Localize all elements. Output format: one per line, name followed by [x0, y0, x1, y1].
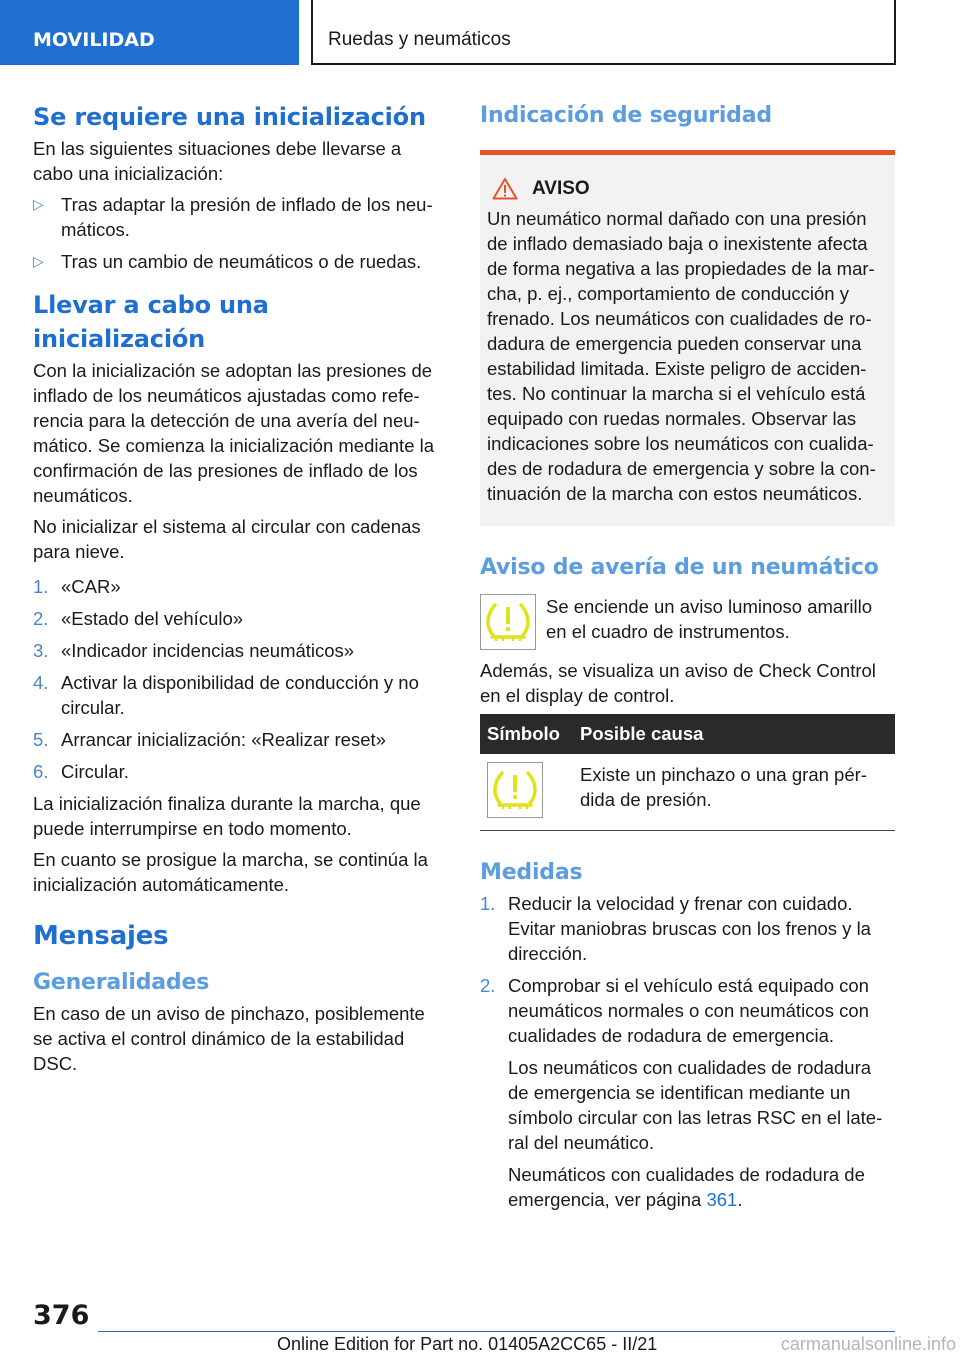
- list-item: ▷ Tras un cambio de neumáticos o de ruedas.: [33, 251, 422, 272]
- list-item: ▷ Tras adaptar la presión de inflado de los neu-máticos.: [33, 194, 433, 240]
- paragraph: En las siguientes situaciones debe llevarse a cabo una inicialización:: [33, 138, 402, 184]
- table-header-row: [480, 714, 895, 754]
- column-header-symbol: Símbolo: [480, 714, 573, 754]
- bullet-list: [33, 192, 443, 274]
- heading-init-required: Se requiere una inicialización: [33, 103, 426, 131]
- triangle-bullet-icon: ▷: [33, 253, 44, 269]
- section-label: MOVILIDAD: [33, 29, 155, 51]
- measures-list: [480, 891, 895, 1212]
- paragraph: Con la inicialización se adoptan las presiones de inflado de los neumáticos ajustadas como refe-rencia para la detección de una avería del neu-mático. Se comienza la inicialización mediante la confirmación de las presiones de inflado de los neumáticos.: [33, 360, 435, 506]
- table-row: [480, 754, 895, 831]
- triangle-bullet-icon: ▷: [33, 196, 44, 212]
- tire-pressure-warning-icon: [490, 767, 540, 813]
- list-item: 2. «Estado del vehículo»: [33, 608, 244, 629]
- list-item: 1. Reducir la velocidad y frenar con cuidado. Evitar maniobras bruscas con los frenos y la dirección.: [480, 893, 871, 964]
- symbol-table: [480, 714, 895, 831]
- heading-perform-init: Llevar a cabo una inicialización: [33, 291, 269, 353]
- warning-box: [480, 150, 895, 526]
- watermark: carmanualsonline.info: [780, 1334, 956, 1354]
- warning-triangle-icon: [492, 177, 518, 200]
- tpms-indicator: [480, 594, 536, 650]
- paragraph: En cuanto se prosigue la marcha, se continúa la inicialización automáticamente.: [33, 849, 428, 895]
- heading-safety-note: Indicación de seguridad: [480, 103, 772, 128]
- list-item: 5. Arrancar inicialización: «Realizar reset»: [33, 729, 386, 750]
- paragraph: En caso de un aviso de pinchazo, posiblemente se activa el control dinámico de la estabilidad DSC.: [33, 1003, 425, 1074]
- heading-tire-fault: Aviso de avería de un neumático: [480, 555, 879, 580]
- list-item: 6. Circular.: [33, 761, 129, 782]
- paragraph: Además, se visualiza un aviso de Check Control en el display de control.: [480, 660, 876, 706]
- indicator-row: [480, 594, 895, 650]
- heading-messages: Mensajes: [33, 921, 169, 951]
- left-column: [33, 100, 443, 1082]
- edition-text: Online Edition for Part no. 01405A2CC65 - II/21: [277, 1334, 658, 1354]
- chapter-label: Ruedas y neumáticos: [328, 29, 511, 50]
- column-header-cause: Posible causa: [573, 714, 895, 754]
- page-link[interactable]: 361: [706, 1189, 738, 1210]
- warning-title: AVISO: [532, 177, 590, 199]
- table-cell-symbol: [480, 754, 573, 831]
- list-item: 2. Comprobar si el vehículo está equipado con neumáticos normales o con neumáticos con cualidades de rodadura de emergencia. Los neumáticos con cualidades de rodadura de emergencia se identifican mediante un símbolo circular con las letras RSC en el late-ral del neumático. Neumáticos con cualidades de rodadura de emergencia, ver página 361.: [480, 973, 895, 1212]
- heading-general: Generalidades: [33, 970, 210, 995]
- paragraph: Los neumáticos con cualidades de rodadura de emergencia se identifican mediante un símbolo circular con las letras RSC en el late-ral del neumático.: [508, 1057, 883, 1153]
- table-cell-cause: Existe un pinchazo o una gran pér-dida de presión.: [573, 754, 895, 831]
- tpms-indicator: [487, 762, 543, 818]
- right-column: [480, 100, 895, 1219]
- footer-divider: [98, 1331, 895, 1332]
- paragraph: No inicializar el sistema al circular con cadenas para nieve.: [33, 516, 421, 562]
- list-item: 4. Activar la disponibilidad de conducción y no circular.: [33, 672, 419, 718]
- paragraph: Neumáticos con cualidades de rodadura de emergencia, ver página 361.: [508, 1164, 865, 1210]
- warning-text: Un neumático normal dañado con una presión de inflado demasiado baja o inexistente afecta de forma negativa a las propiedades de la mar-cha, p. ej., comportamiento de conducción y frenado. Los neumáticos con cualidades de ro-dadura de emergencia pueden conservar una estabilidad limitada. Existe peligro de acciden-tes. No continuar la marcha si el vehículo está equipado con ruedas normales. Observar las indicaciones sobre los neumáticos con cualida-des de rodadura de emergencia y sobre la con-tinuación de la marcha con estos neumáticos.: [487, 208, 876, 504]
- list-item: 1. «CAR»: [33, 576, 121, 597]
- indicator-text: Se enciende un aviso luminoso amarillo en el cuadro de instrumentos.: [546, 596, 872, 642]
- page-number: 376: [33, 1300, 90, 1331]
- warning-header: [487, 177, 885, 200]
- list-item: 3. «Indicador incidencias neumáticos»: [33, 640, 355, 661]
- paragraph: La inicialización finaliza durante la marcha, que puede interrumpirse en todo momento.: [33, 793, 421, 839]
- heading-measures: Medidas: [480, 860, 583, 885]
- tire-pressure-warning-icon: [483, 599, 533, 645]
- section-tab: [0, 0, 299, 65]
- steps-list: [33, 574, 443, 784]
- chapter-tab: [311, 0, 896, 65]
